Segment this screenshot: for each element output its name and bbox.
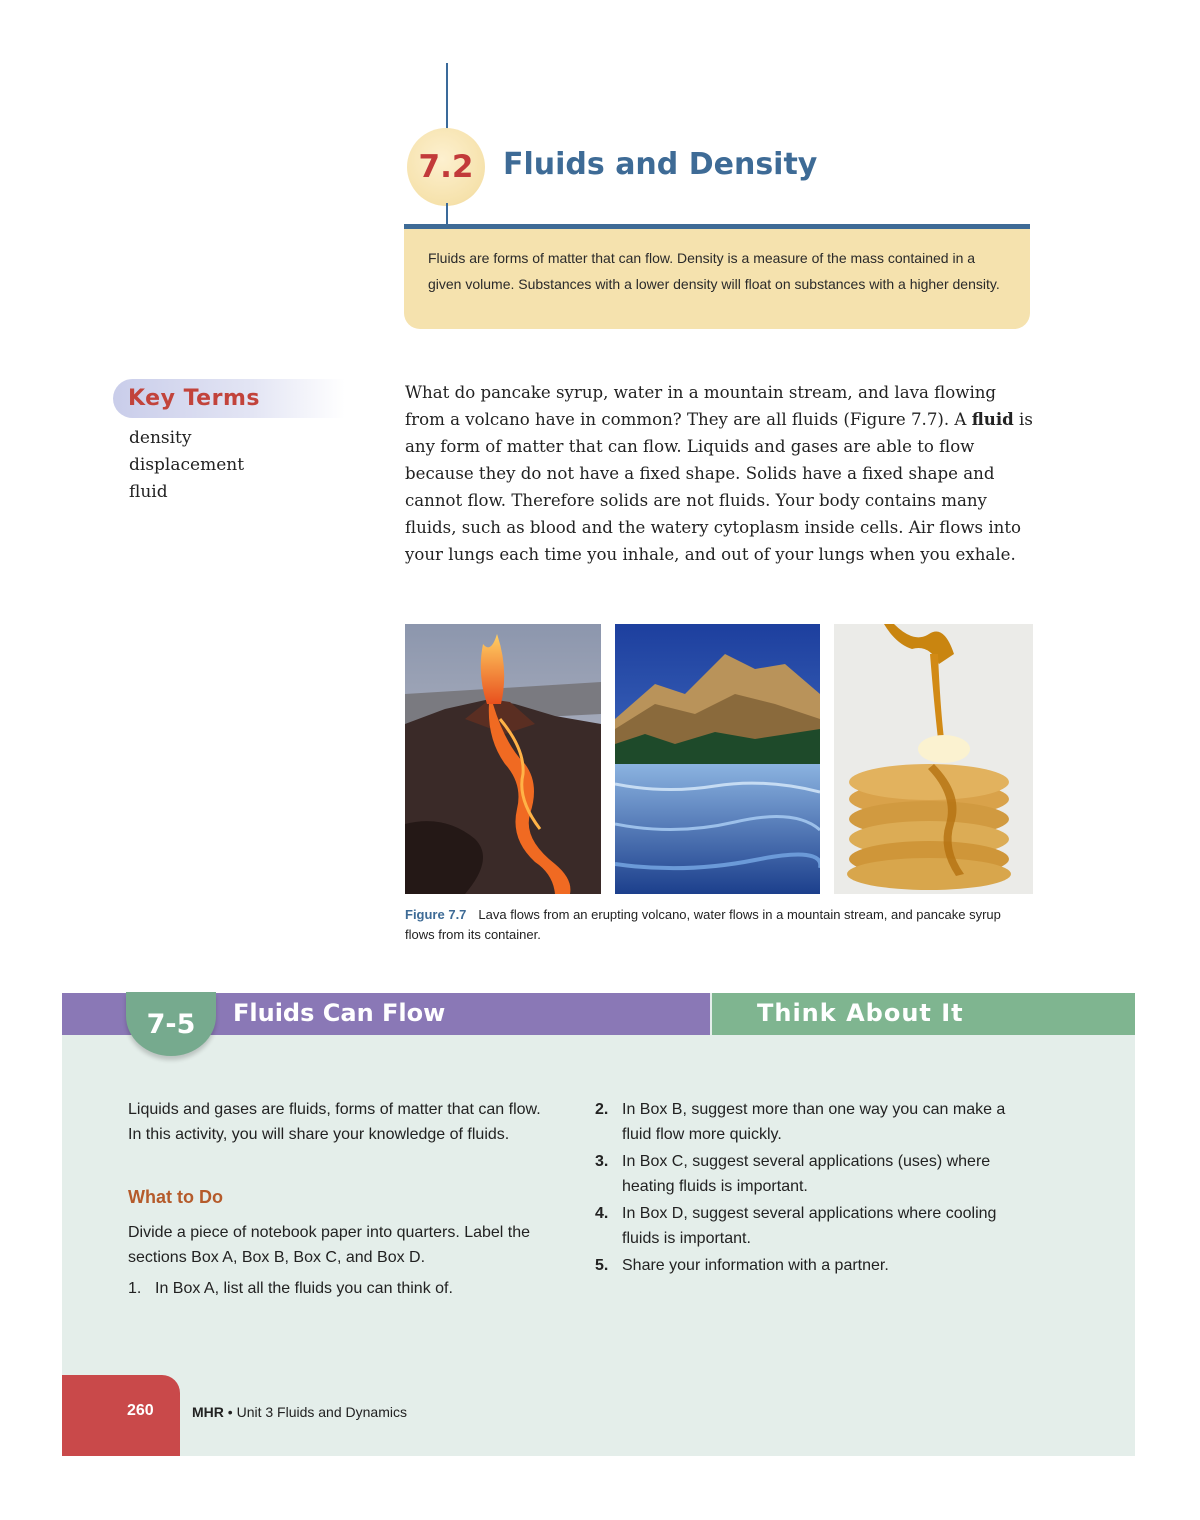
section-summary: Fluids are forms of matter that can flow. Density is a measure of the mass contained in a given volume. Substances with a lower density will float on substances with a higher density. xyxy=(404,229,1030,329)
step-number: 3. xyxy=(595,1153,609,1170)
running-footer xyxy=(192,1404,407,1420)
activity-step xyxy=(595,1253,1025,1278)
activity-intro: Liquids and gases are fluids, forms of matter that can flow. In this activity, you will share your knowledge of fluids. xyxy=(128,1101,541,1143)
page-number-tab xyxy=(62,1375,180,1456)
step-number: 5. xyxy=(595,1257,609,1274)
section-title: Fluids and Density xyxy=(503,147,818,182)
pancake-syrup-image xyxy=(834,624,1033,894)
page-number: 260 xyxy=(127,1402,154,1419)
step-text: In Box A, list all the fluids you can think of. xyxy=(155,1280,453,1297)
step-number: 4. xyxy=(595,1205,609,1222)
mountain-stream-photo xyxy=(615,624,820,894)
key-term: fluid xyxy=(129,482,168,502)
step-text: In Box C, suggest several applications (uses) where heating fluids is important. xyxy=(622,1153,991,1195)
activity-number: 7-5 xyxy=(146,1008,196,1040)
body-paragraph xyxy=(405,379,1035,568)
step-number: 1. xyxy=(128,1280,142,1297)
activity-type-label: Think About It xyxy=(757,999,964,1027)
step-text: Share your information with a partner. xyxy=(622,1257,889,1274)
key-terms-list xyxy=(129,425,244,506)
step-text: In Box D, suggest several applications where cooling fluids is important. xyxy=(622,1205,997,1247)
activity-step xyxy=(595,1149,1025,1199)
mountain-stream-image xyxy=(615,624,820,894)
activity-step xyxy=(595,1201,1025,1251)
activity-title: Fluids Can Flow xyxy=(233,999,446,1027)
volcano-image xyxy=(405,624,601,894)
header-rule-vertical-bottom xyxy=(446,203,448,225)
key-term: density xyxy=(129,428,192,448)
activity-step xyxy=(595,1097,1025,1147)
step-text: In Box B, suggest more than one way you can make a fluid flow more quickly. xyxy=(622,1101,1006,1143)
body-term-fluid: fluid xyxy=(971,409,1014,429)
section-number-badge xyxy=(407,128,485,206)
footer-publisher: MHR xyxy=(192,1404,224,1420)
figure-label: Figure 7.7 xyxy=(405,907,467,922)
body-text-start: What do pancake syrup, water in a mountain stream, and lava flowing from a volcano have in common? They are all fluids (Figure 7.7). A xyxy=(405,383,997,429)
key-term: displacement xyxy=(129,455,245,475)
activity-subheading: What to Do xyxy=(128,1187,223,1207)
section-number: 7.2 xyxy=(418,149,474,185)
figure-caption-text: Lava flows from an erupting volcano, water flows in a mountain stream, and pancake syrup flows from its container. xyxy=(405,907,1001,942)
volcano-photo xyxy=(405,624,601,894)
header-rule-vertical-top xyxy=(446,63,448,131)
figure-caption xyxy=(405,905,1025,945)
activity-step xyxy=(128,1276,558,1301)
key-terms-title: Key Terms xyxy=(128,386,260,411)
body-text-end: is any form of matter that can flow. Liquids and gases are able to flow because they do not have a fixed shape. Solids have a fixed shape and cannot flow. Therefore solids are not fluids. Your body contains many fluids, such as blood and the watery cytoplasm inside cells. Air flows into your lungs each time you inhale, and out of your lungs when you exhale. xyxy=(405,410,1033,564)
step-number: 2. xyxy=(595,1101,609,1118)
activity-instruction: Divide a piece of notebook paper into quarters. Label the sections Box A, Box B, Box C, and Box D. xyxy=(128,1224,531,1266)
footer-unit: Unit 3 Fluids and Dynamics xyxy=(236,1404,407,1420)
pancake-syrup-photo xyxy=(834,624,1033,894)
footer-separator: • xyxy=(227,1404,233,1420)
